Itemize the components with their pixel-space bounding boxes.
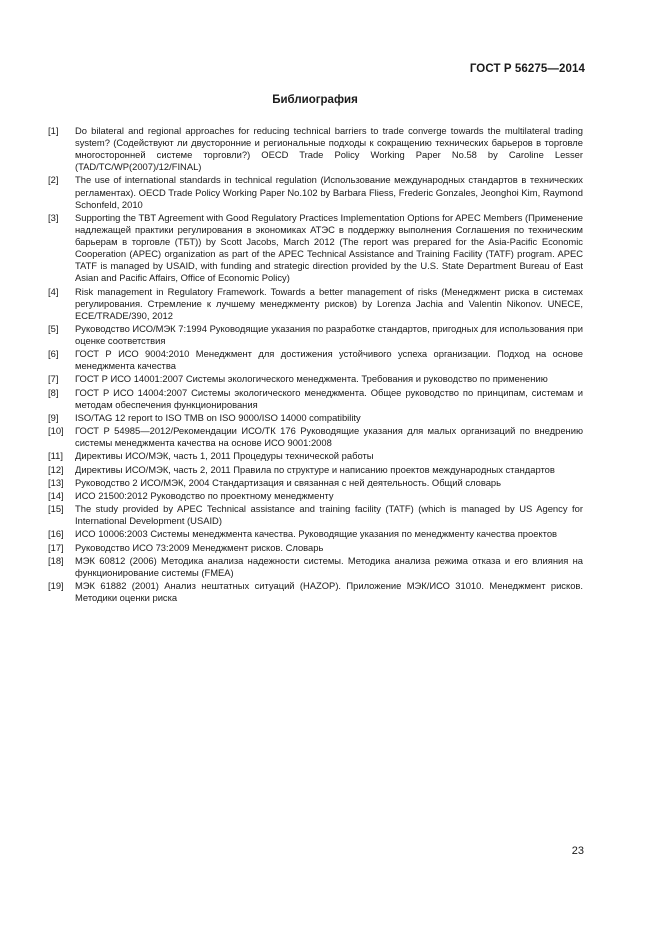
bibliography-entry <box>48 450 583 462</box>
bibliography-entry-number: [17] <box>48 541 64 553</box>
bibliography-entry-number: [11] <box>48 450 63 462</box>
bibliography-entry <box>48 528 583 540</box>
bibliography-entry-number: [16] <box>48 528 64 540</box>
bibliography-entry-text: ИСО 21500:2012 Руководство по проектному менеджменту <box>75 489 334 501</box>
bibliography-entry-number: [4] <box>48 285 59 297</box>
bibliography-entry <box>48 555 583 579</box>
bibliography-entry-text: ISO/TAG 12 report to ISO TMB on ISO 9000/ISO 14000 compatibility <box>75 411 361 423</box>
bibliography-entry <box>48 490 583 502</box>
bibliography-entry-number: [7] <box>48 373 59 385</box>
bibliography-entry <box>48 542 583 554</box>
bibliography-entry-text: Руководство 2 ИСО/МЭК, 2004 Стандартизация и связанная с ней деятельность. Общий словарь <box>75 476 502 488</box>
bibliography-entry-number: [18] <box>48 554 64 566</box>
bibliography-entry-number: [8] <box>48 386 59 398</box>
bibliography-entry <box>48 425 583 449</box>
bibliography-entry-text: МЭК 60812 (2006) Методика анализа надежности системы. Методика анализа режима отказа и его влияния на функционирование системы (FMEA) <box>75 554 583 578</box>
bibliography-entry-text: ГОСТ Р 54985—2012/Рекомендации ИСО/ТК 176 Руководящие указания для малых организаций по внедрению системы менеджмента качества на основе ИСО 9001:2008 <box>75 425 583 449</box>
bibliography-title: Библиография <box>272 94 358 106</box>
bibliography-entry-text: ГОСТ Р ИСО 14004:2007 Системы экологического менеджмента. Общее руководство по принципам, системам и методам обеспечения функционирования <box>75 386 583 410</box>
bibliography-entry-text: Директивы ИСО/МЭК, часть 2, 2011 Правила по структуре и написанию проектов международных стандартов <box>75 463 555 475</box>
bibliography-entry <box>48 348 583 372</box>
bibliography-entry-text: Risk management in Regulatory Framework. Towards a better management of risks (Менеджмент риска в системах регулирования. Стремление к лучшему менеджменту рисков) by Lorenza Jachia and Valentin Nikonov. UNECE, ECE/TRADE/390, 2012 <box>75 285 583 321</box>
bibliography-entry <box>48 212 583 285</box>
bibliography-entry-number: [2] <box>48 174 59 186</box>
bibliography-entry <box>48 387 583 411</box>
bibliography-entry <box>48 125 583 173</box>
bibliography-entry-text: ГОСТ Р ИСО 14001:2007 Системы экологического менеджмента. Требования и руководство по применению <box>75 373 548 385</box>
bibliography-entry <box>48 323 583 347</box>
bibliography-entry <box>48 373 583 385</box>
bibliography-entry <box>48 477 583 489</box>
document-standard-code: ГОСТ Р 56275—2014 <box>469 63 585 75</box>
bibliography-entry-number: [15] <box>48 503 64 515</box>
bibliography-entry-text: Supporting the TBT Agreement with Good Regulatory Practices Implementation Options for APEC Members (Применение надлежащей практики регулирования в экономиках АТЭС в поддержку выполнения Соглашения по техническим барьерам в торговле (ТБТ)) by Scott Jacobs, March 2012 (The report was prepared for the Asia-Pacific Economic Cooperation (APEC) organization as part of the APEC Technical Assistance and Training Facility (TATF) program. APEC TATF is managed by USAID, with funding and strategic direction provided by the U.S. State Department Bureau of East Asian and Pacific Affairs, Office of Economic Policy) <box>75 211 583 284</box>
page-number: 23 <box>571 845 584 857</box>
bibliography-entry-text: ИСО 10006:2003 Системы менеджмента качества. Руководящие указания по менеджменту качества проектов <box>75 528 558 540</box>
bibliography-entry-number: [5] <box>48 322 59 334</box>
bibliography-entry <box>48 580 583 604</box>
bibliography-entry-text: Руководство ИСО 73:2009 Менеджмент рисков. Словарь <box>75 541 324 553</box>
bibliography-entry-text: The use of international standards in technical regulation (Использование международных стандартов в технических регламентах). OECD Trade Policy Working Paper No.102 by Barbara Fliess, Frederic Gonzales, Jeonghoi Kim, Raymond Schonfeld, 2010 <box>75 174 583 210</box>
bibliography-entry-text: Директивы ИСО/МЭК, часть 1, 2011 Процедуры технической работы <box>75 450 374 462</box>
bibliography-entry <box>48 286 583 322</box>
bibliography-entry-number: [3] <box>48 211 59 223</box>
bibliography-entry-number: [13] <box>48 476 64 488</box>
bibliography-entry <box>48 464 583 476</box>
bibliography-entry-number: [19] <box>48 580 64 592</box>
bibliography-entry <box>48 412 583 424</box>
bibliography-entry-number: [10] <box>48 425 64 437</box>
bibliography-list <box>48 125 583 605</box>
bibliography-entry-text: The study provided by APEC Technical assistance and training facility (TATF) (which is managed by US Agency for International Development (USAID) <box>75 503 583 527</box>
bibliography-entry-text: МЭК 61882 (2001) Анализ нештатных ситуаций (HAZOP). Приложение МЭК/ИСО 31010. Менеджмент рисков. Методики оценки риска <box>75 580 583 604</box>
bibliography-entry-number: [14] <box>48 489 64 501</box>
bibliography-entry-number: [9] <box>48 411 59 423</box>
bibliography-entry <box>48 174 583 210</box>
bibliography-entry <box>48 503 583 527</box>
bibliography-entry-text: ГОСТ Р ИСО 9004:2010 Менеджмент для достижения устойчивого успеха организации. Подход на основе менеджмента качества <box>75 348 583 372</box>
bibliography-entry-text: Do bilateral and regional approaches for reducing technical barriers to trade converge towards the multilateral trading system? (Содействуют ли двусторонние и региональные подходы к сокращению технических барьеров в торговле многосторонней системе торговли?) OECD Trade Policy Working Paper No.58 by Caroline Lesser (TAD/TC/WP(2007)/12/FINAL) <box>75 125 583 173</box>
bibliography-entry-number: [6] <box>48 348 59 360</box>
bibliography-entry-number: [1] <box>48 125 59 136</box>
bibliography-entry-number: [12] <box>48 463 64 475</box>
bibliography-entry-text: Руководство ИСО/МЭК 7:1994 Руководящие указания по разработке стандартов, пригодных для использования при оценке соответствия <box>75 322 583 346</box>
